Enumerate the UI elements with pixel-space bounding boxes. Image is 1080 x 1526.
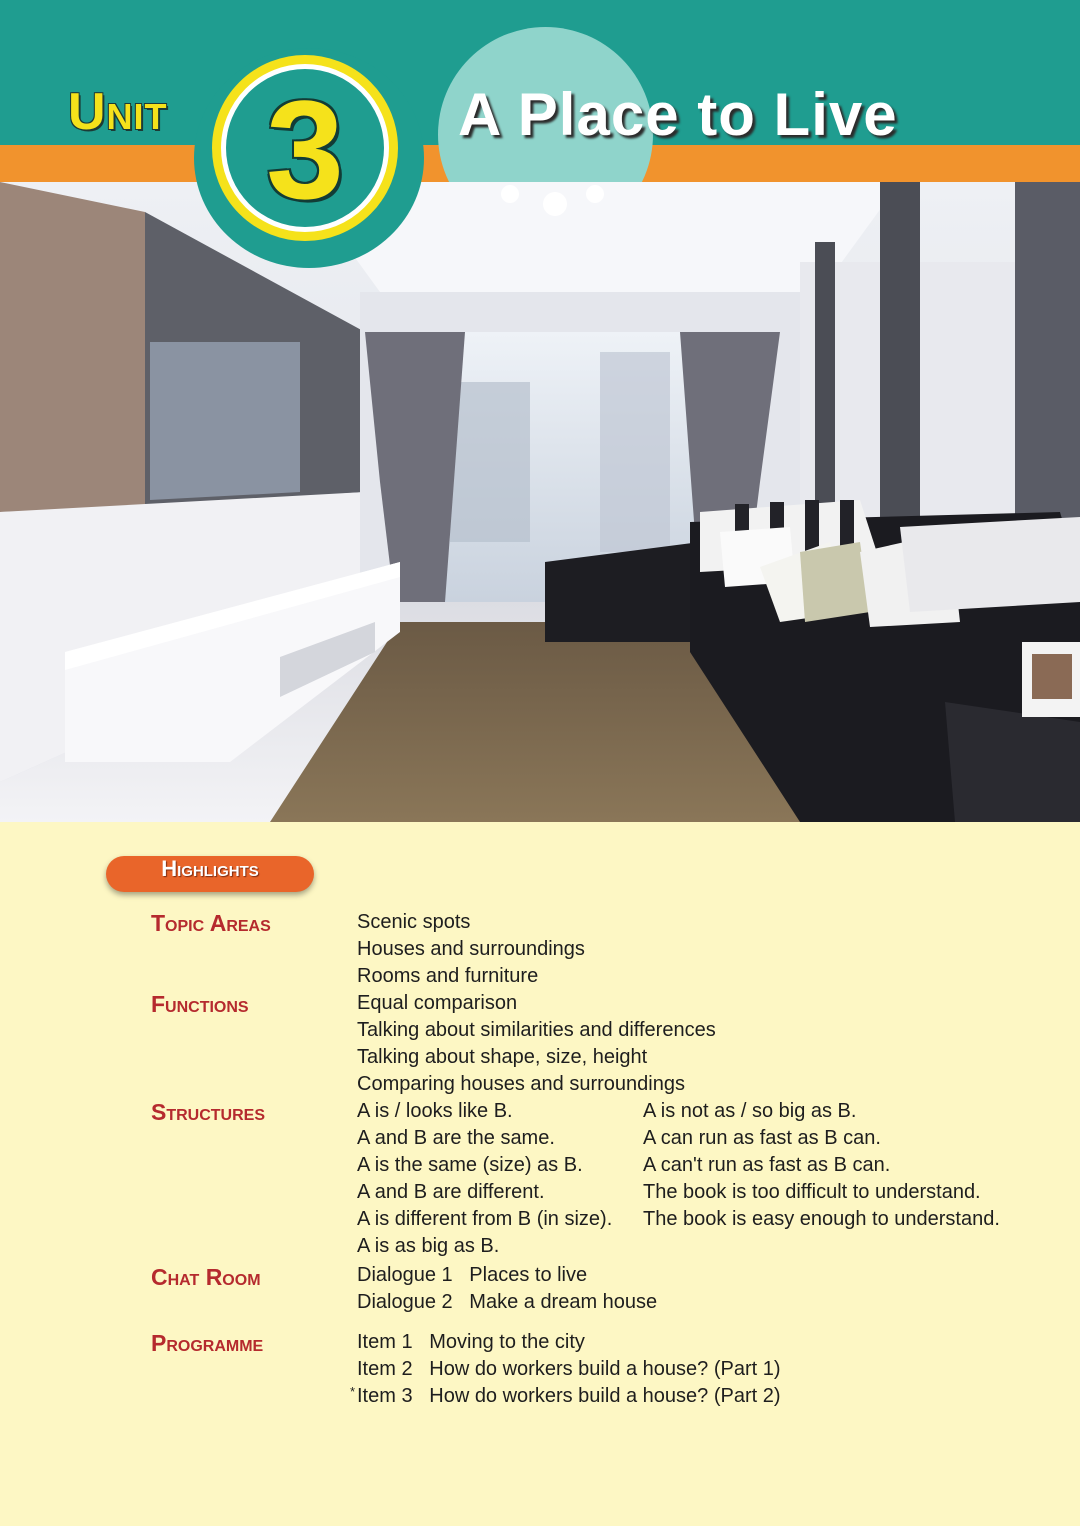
function-item: Comparing houses and surroundings — [357, 1073, 685, 1095]
chat-room-label: Chat Room — [151, 1264, 261, 1290]
structure-item: A and B are different. — [357, 1181, 545, 1203]
topic-area-item: Scenic spots — [357, 911, 471, 933]
structure-item: A is the same (size) as B. — [357, 1154, 583, 1176]
programme-label: Programme — [151, 1330, 264, 1356]
topic-areas-label: Topic Areas — [151, 910, 271, 936]
function-item: Talking about shape, size, height — [357, 1046, 648, 1068]
structure-item: A can run as fast as B can. — [643, 1127, 881, 1149]
structure-item: A is / looks like B. — [357, 1100, 513, 1122]
programme-item: Item 3 How do workers build a house? (Part 2) — [357, 1385, 781, 1407]
optional-mark: * — [350, 1384, 356, 1399]
unit-label: Unit — [68, 83, 168, 141]
structure-item: The book is easy enough to understand. — [643, 1208, 1000, 1230]
chat-room-item: Dialogue 2 Make a dream house — [357, 1291, 658, 1313]
living-room-photo — [0, 182, 1080, 822]
function-item: Talking about similarities and differences — [357, 1019, 716, 1041]
programme-item: Item 2 How do workers build a house? (Part 1) — [357, 1358, 781, 1380]
structure-item: A can't run as fast as B can. — [643, 1154, 891, 1176]
structure-item: The book is too difficult to understand. — [643, 1181, 981, 1203]
topic-area-item: Rooms and furniture — [357, 965, 539, 987]
structure-item: A and B are the same. — [357, 1127, 555, 1149]
programme-item: Item 1 Moving to the city — [357, 1331, 585, 1353]
structure-item: A is not as / so big as B. — [643, 1100, 857, 1122]
structure-item: A is different from B (in size). — [357, 1208, 613, 1230]
function-item: Equal comparison — [357, 992, 518, 1014]
chat-room-item: Dialogue 1 Places to live — [357, 1264, 588, 1286]
highlights-label: Highlights — [161, 856, 259, 881]
structures-label: Structures — [151, 1099, 266, 1125]
unit-number: 3 — [266, 71, 344, 228]
topic-area-item: Houses and surroundings — [357, 938, 585, 960]
functions-label: Functions — [151, 991, 249, 1017]
structure-item: A is as big as B. — [357, 1235, 500, 1257]
unit-title: A Place to Live — [458, 81, 898, 148]
